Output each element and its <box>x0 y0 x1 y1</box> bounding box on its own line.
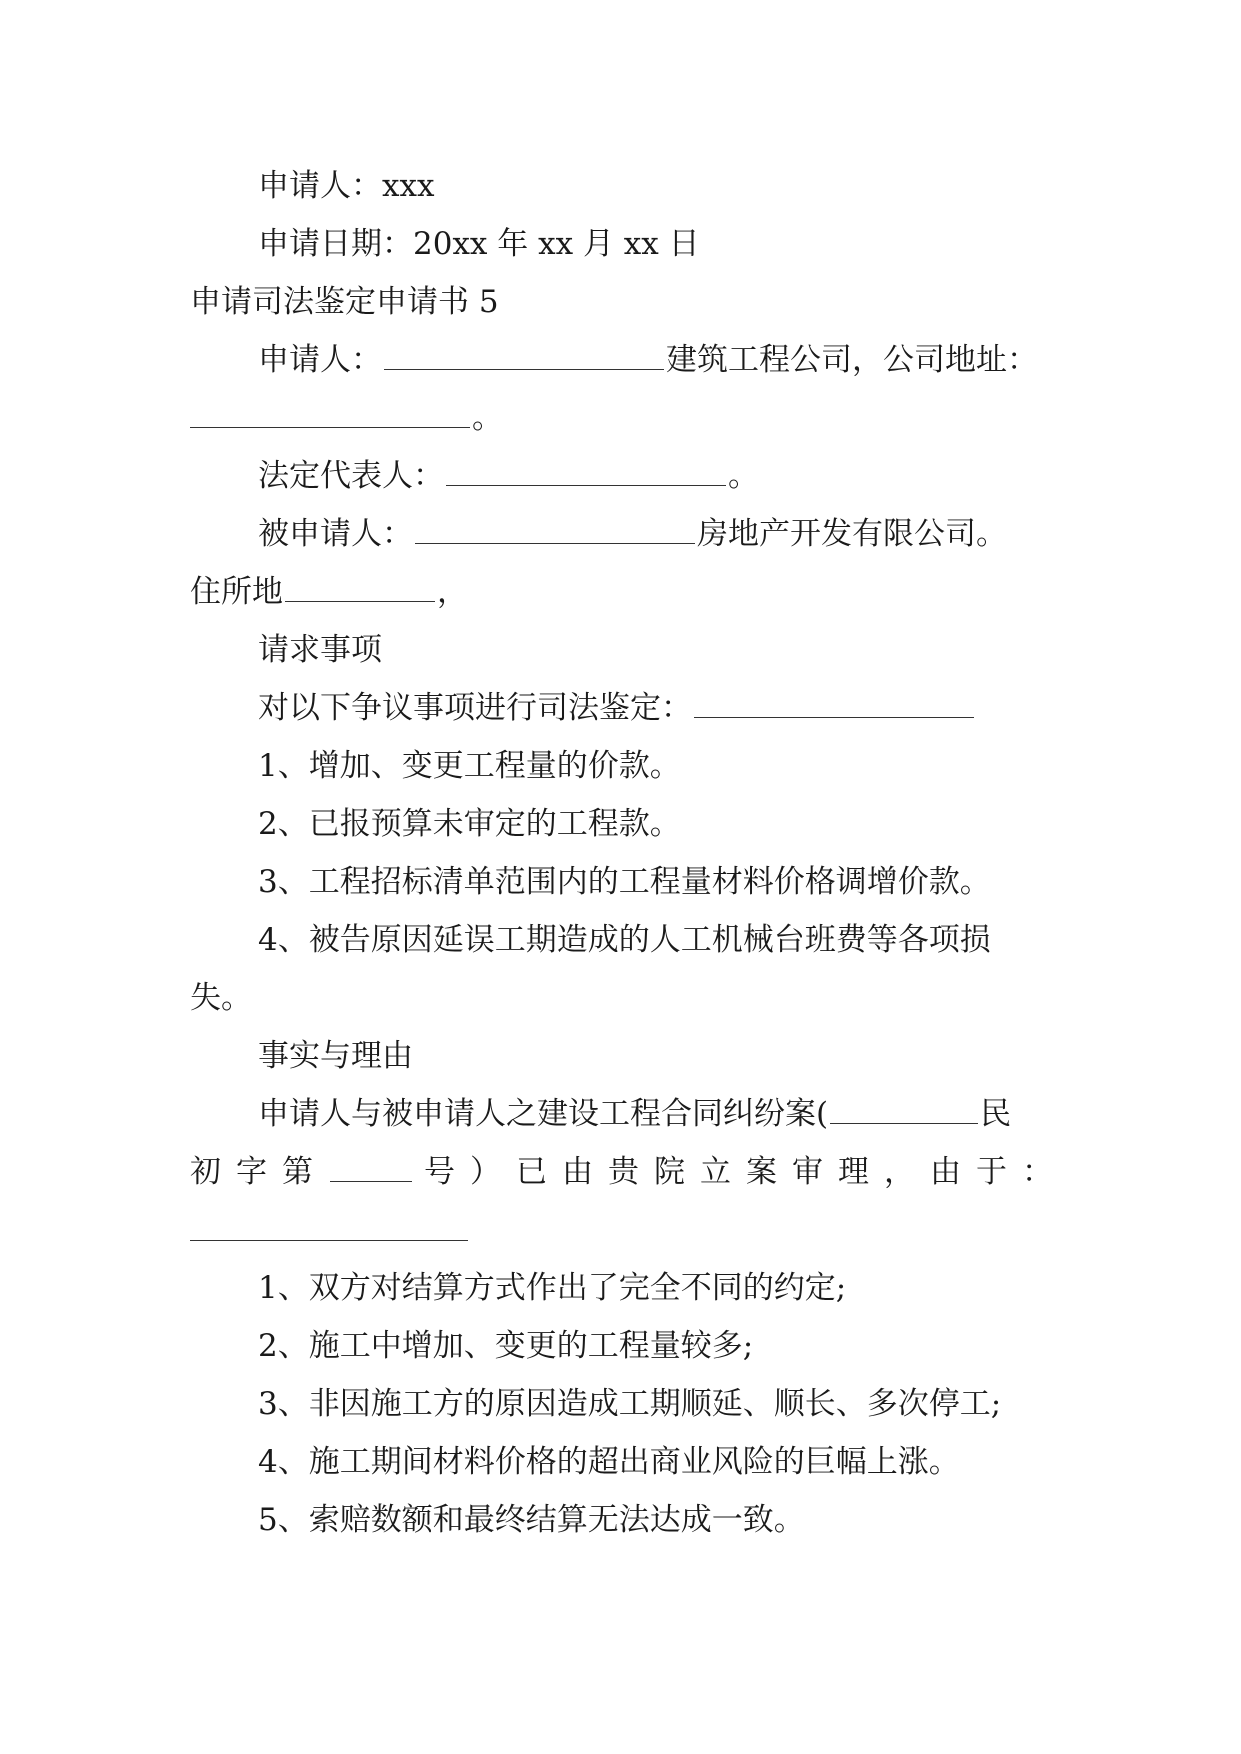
request-item: 2、已报预算未审定的工程款。 <box>258 806 681 842</box>
application-date: 申请日期：20xx 年 xx 月 xx 日 <box>258 226 700 262</box>
case-seq-blank <box>330 1177 412 1182</box>
request-intro-line <box>258 688 976 728</box>
address-line <box>190 398 503 438</box>
reason-item: 5、索赔数额和最终结算无法达成一致。 <box>258 1502 805 1538</box>
request-item: 4、被告原因延误工期造成的人工机械台班费等各项损 <box>258 922 991 958</box>
domicile-line <box>190 572 468 612</box>
request-item-continuation: 失。 <box>190 980 252 1016</box>
applicant-suffix: 建筑工程公司，公司地址： <box>666 342 1038 378</box>
respondent-blank <box>415 539 695 544</box>
document-title: 申请司法鉴定申请书 5 <box>190 284 499 320</box>
domicile-label: 住所地 <box>190 574 283 610</box>
legal-rep-end: 。 <box>728 458 759 494</box>
request-item: 3、工程招标清单范围内的工程量材料价格调增价款。 <box>258 864 991 900</box>
facts-text-a: 申请人与被申请人之建设工程合同纠纷案( <box>258 1096 829 1132</box>
facts-line-1 <box>258 1094 1011 1134</box>
request-item: 1、增加、变更工程量的价款。 <box>258 748 681 784</box>
address-blank <box>190 423 470 428</box>
case-number-blank <box>830 1119 978 1124</box>
applicant-label: 申请人： <box>258 342 382 378</box>
applicant-line: 申请人：xxx <box>258 168 435 204</box>
respondent-suffix: 房地产开发有限公司。 <box>697 516 1007 552</box>
facts-text-b: 民 <box>980 1096 1012 1132</box>
reason-item: 1、双方对结算方式作出了完全不同的约定; <box>258 1270 847 1306</box>
address-end: 。 <box>472 400 503 436</box>
applicant-blank <box>384 365 664 370</box>
legal-rep-line <box>258 456 759 496</box>
request-heading: 请求事项 <box>258 632 382 668</box>
legal-rep-blank <box>446 481 726 486</box>
applicant-company-line <box>258 340 1038 380</box>
respondent-line <box>258 514 1007 554</box>
reason-item: 2、施工中增加、变更的工程量较多; <box>258 1328 754 1364</box>
facts-text-c: 初字第 <box>190 1154 328 1190</box>
domicile-blank <box>285 597 435 602</box>
request-intro-blank <box>694 713 974 718</box>
legal-rep-label: 法定代表人： <box>258 458 444 494</box>
domicile-end: ， <box>437 574 468 610</box>
respondent-label: 被申请人： <box>258 516 413 552</box>
reason-item: 4、施工期间材料价格的超出商业风险的巨幅上涨。 <box>258 1444 960 1480</box>
reason-item: 3、非因施工方的原因造成工期顺延、顺长、多次停工; <box>258 1386 1002 1422</box>
request-intro: 对以下争议事项进行司法鉴定： <box>258 690 692 726</box>
facts-text-d: 号）已由贵院立案审理，由于： <box>424 1154 1068 1190</box>
facts-heading: 事实与理由 <box>258 1038 413 1074</box>
facts-line-2 <box>190 1152 1068 1192</box>
reason-blank <box>190 1240 468 1241</box>
